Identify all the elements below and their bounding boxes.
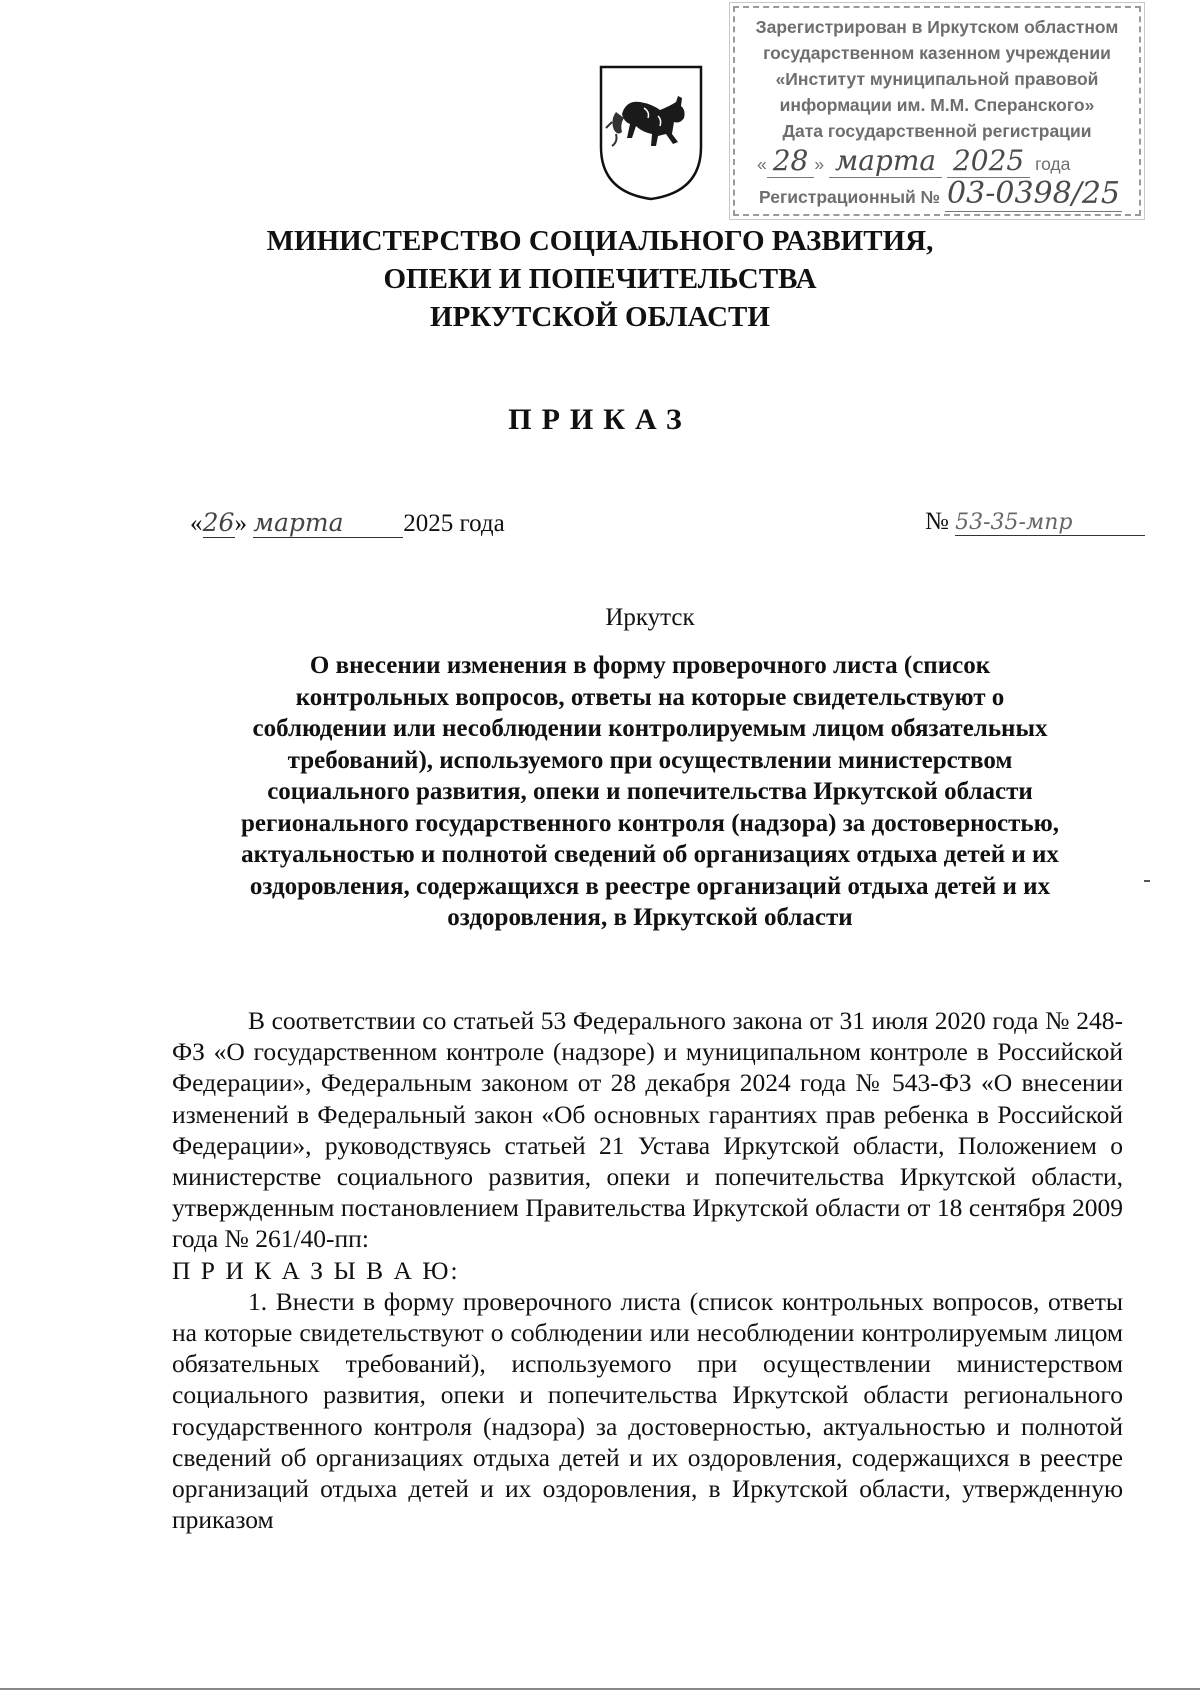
stamp-line-3: «Институт муниципальной правовой <box>775 69 1099 89</box>
subject-line: контрольных вопросов, ответы на которые свидетельствуют о <box>295 683 1005 711</box>
stamp-line-2: государственном казенном учреждении <box>763 43 1111 63</box>
date-open-quote: « <box>190 510 203 537</box>
ministry-line-2: ОПЕКИ И ПОПЕЧИТЕЛЬСТВА <box>383 263 817 295</box>
ministry-line-3: ИРКУТСКОЙ ОБЛАСТИ <box>430 301 770 333</box>
order-number-value: 53-35-мпр <box>955 510 1145 536</box>
stamp-date-month: марта <box>829 144 942 178</box>
city-name: Иркутск <box>605 604 695 631</box>
stamp-date-day: 28 <box>767 144 815 178</box>
order-number <box>925 508 1145 536</box>
subject-line: оздоровления, содержащихся в реестре организаций отдыха детей и их <box>249 872 1051 900</box>
order-subject <box>180 650 1120 934</box>
registration-stamp <box>733 6 1141 216</box>
stamp-date-suffix: года <box>1035 154 1071 174</box>
ministry-heading <box>0 222 1200 336</box>
subject-line: регионального государственного контроля (надзора) за достоверностью, <box>241 809 1059 837</box>
stamp-line-1: Зарегистрирован в Иркутском областном <box>755 17 1119 37</box>
stamp-reg-number: 03-0398/25 <box>947 176 1120 211</box>
order-number-label: № <box>925 508 949 535</box>
subject-line: оздоровления, в Иркутской области <box>447 904 853 931</box>
margin-mark <box>1144 880 1150 882</box>
decree-heading: П Р И К А З Ы В А Ю: <box>172 1255 460 1285</box>
order-date-day: 26 <box>202 508 235 537</box>
stamp-reg-label: Регистрационный № <box>759 187 941 207</box>
order-date-month: марта <box>253 508 403 538</box>
item-1-paragraph: 1. Внести в форму проверочного листа (список контрольных вопросов, ответы на которые свидетельствуют о соблюдении или несоблюдении контролируемым лицом обязательных требований), используемого при осуществлении министерством социального развития, опеки и попечительства Иркутской области регионального государственного контроля (надзора) за достоверностью, актуальностью и полнотой сведений об организациях отдыха детей и их оздоровления, содержащихся в реестре организаций отдыха детей и их оздоровления, в Иркутской области, утвержденную приказом <box>172 1286 1123 1535</box>
date-close-quote: » <box>234 510 247 537</box>
subject-line: соблюдении или несоблюдении контролируемым лицом обязательных <box>252 715 1048 742</box>
subject-line: требований), используемого при осуществлении министерством <box>287 746 1013 774</box>
coat-of-arms-icon <box>596 62 706 202</box>
ministry-line-1: МИНИСТЕРСТВО СОЦИАЛЬНОГО РАЗВИТИЯ, <box>266 225 934 257</box>
subject-line: социального развития, опеки и попечительства Иркутской области <box>267 778 1033 805</box>
subject-line: актуальностью и полнотой сведений об организациях отдыха детей и их <box>241 841 1059 868</box>
order-title: ПРИКАЗ <box>508 403 692 436</box>
order-date <box>190 508 505 538</box>
stamp-date-year: 2025 <box>947 144 1030 178</box>
stamp-line-5: Дата государственной регистрации <box>782 121 1092 141</box>
page-bottom-edge <box>0 1688 1200 1690</box>
preamble-paragraph: В соответствии со статьей 53 Федерального закона от 31 июля 2020 года № 248-ФЗ «О государственном контроле (надзоре) и муниципальном контроле в Российской Федерации», Федеральным законом от 28 декабря 2024 года № 543-ФЗ «О внесении изменений в Федеральный закон «Об основных гарантиях прав ребенка в Российской Федерации», руководствуясь статьей 21 Устава Иркутской области, Положением о министерстве социального развития, опеки и попечительства Иркутской области, утвержденным постановлением Правительства Иркутской области от 18 сентября 2009 года № 261/40-пп: <box>172 1006 1123 1254</box>
order-date-year: 2025 года <box>403 510 505 537</box>
stamp-line-4: информации им. М.М. Сперанского» <box>779 95 1095 115</box>
stamp-registration-date: « 28 » марта 2025 года <box>757 144 1071 177</box>
order-body <box>172 1005 1123 1535</box>
subject-line: О внесении изменения в форму проверочного листа (список <box>309 652 991 679</box>
stamp-registration-number <box>735 176 1139 211</box>
